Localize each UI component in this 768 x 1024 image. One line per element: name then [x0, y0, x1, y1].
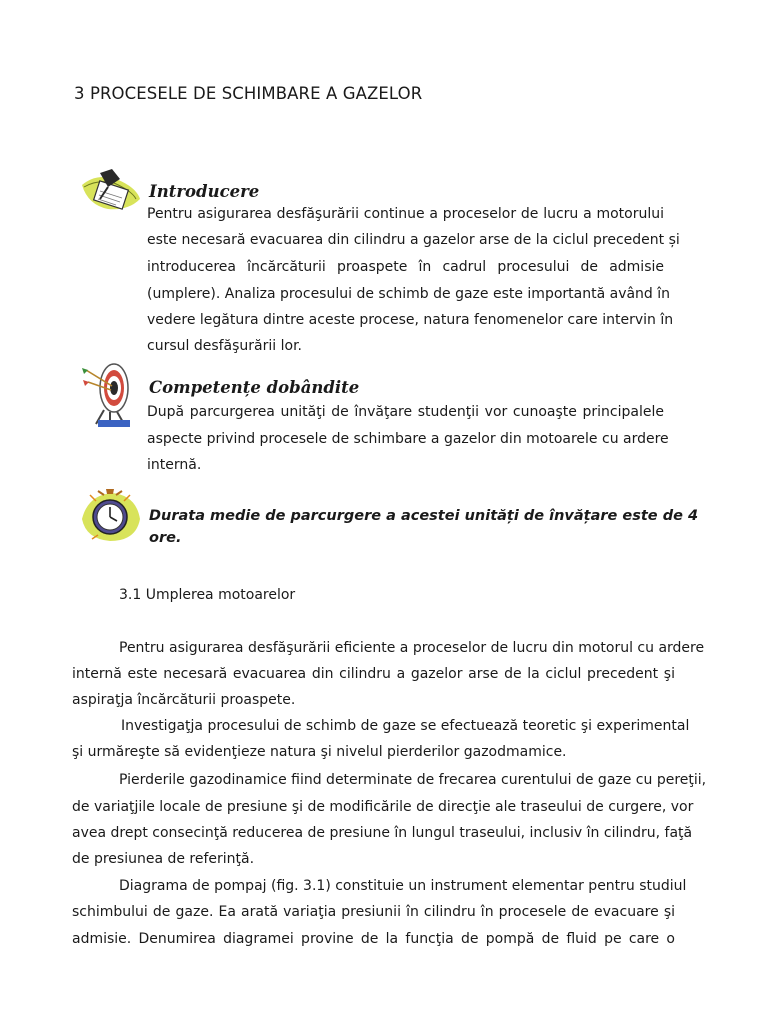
body-line: Pierderile gazodinamice fiind determinate de frecarea curentului de gaze cu pereţii,: [119, 772, 707, 788]
duration-line: ore.: [149, 530, 182, 546]
intro-line: cursul desfăşurării lor.: [147, 338, 302, 354]
body-line: de presiunea de referinţă.: [72, 851, 255, 867]
body-line: schimbului de gaze. Ea arată variaţia presiunii în cilindru în procesele de evacuare şi: [72, 904, 675, 920]
intro-line: introducerea încărcăturii proaspete în cadrul procesului de admisie: [147, 259, 664, 275]
body-line: avea drept consecinţă reducerea de presiune în lungul traseului, inclusiv în cilindru, faţă: [72, 825, 693, 841]
body-line: admisie. Denumirea diagramei provine de la funcţia de pompă de fluid pe care o: [72, 931, 675, 947]
chapter-title: 3 PROCESELE DE SCHIMBARE A GAZELOR: [74, 84, 423, 103]
body-line: de variaţjile locale de presiune şi de modificările de direcţie ale traseului de curgere, vor: [72, 799, 694, 815]
body-line: Diagrama de pompaj (fig. 3.1) constituie un instrument elementar pentru studiul: [119, 878, 687, 894]
competences-title: Competențe dobândite: [149, 378, 360, 397]
body-line: Investigaţja procesului de schimb de gaze se efectuează teoretic şi experimental: [121, 718, 690, 734]
intro-title: Introducere: [149, 182, 260, 201]
duration-line: Durata medie de parcurgere a acestei unități de învățare este de 4: [149, 508, 699, 524]
competences-line: După parcurgerea unităţi de învăţare studenţii vor cunoaşte principalele: [147, 404, 664, 420]
body-line: internă este necesară evacuarea din cilindru a gazelor arse de la ciclul precedent şi: [72, 666, 675, 682]
subsection-title: 3.1 Umplerea motoarelor: [119, 587, 296, 603]
pushpin-note-icon: [78, 165, 144, 215]
competences-line: internă.: [147, 457, 202, 473]
intro-line: Pentru asigurarea desfăşurării continue a proceselor de lucru a motorului: [147, 206, 664, 222]
body-line: şi urmăreşte să evidenţieze natura şi nivelul pierderilor gazodmamice.: [72, 744, 567, 760]
intro-line: (umplere). Analiza procesului de schimb de gaze este importantă având în: [147, 286, 671, 302]
intro-line: este necesară evacuarea din cilindru a gazelor arse de la ciclul precedent și: [147, 232, 680, 248]
body-line: Pentru asigurarea desfăşurării eficiente a proceselor de lucru din motorul cu ardere: [119, 640, 705, 656]
stopwatch-icon: [78, 485, 142, 545]
competences-line: aspecte privind procesele de schimbare a gazelor din motoarele cu ardere: [147, 431, 669, 447]
intro-line: vedere legătura dintre aceste procese, natura fenomenelor care intervin în: [147, 312, 674, 328]
body-line: aspiraţja încărcăturii proaspete.: [72, 692, 296, 708]
target-icon: [78, 360, 146, 430]
